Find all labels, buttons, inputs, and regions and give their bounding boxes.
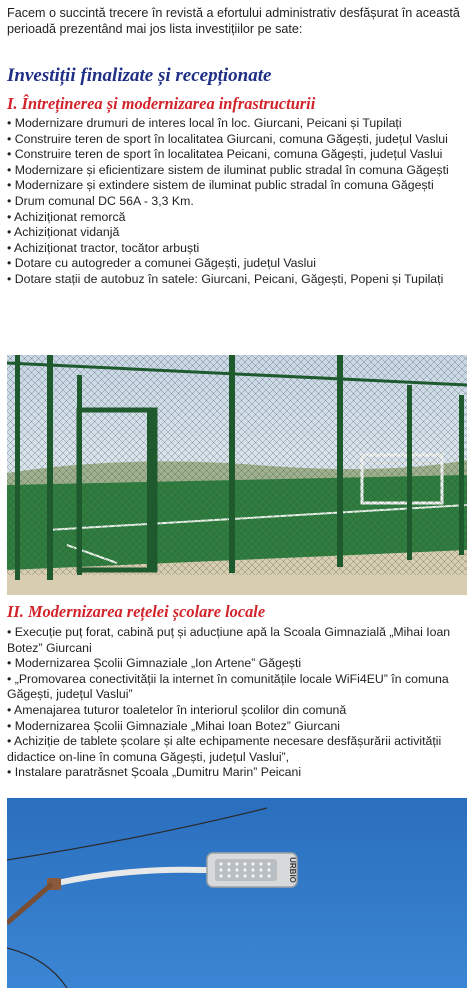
intro-paragraph: Facem o succintă trecere în revistă a efortului administrativ desfășurat în această perioadă prezentând mai jos lista investițiilor pe sate: [7,6,460,36]
infrastructure-list [7,116,469,288]
list-item: • „Promovarea conectivității la internet în comunitățile locale WiFi4EU” în comuna Găgești, județul Vaslui” [7,671,449,702]
list-item: • Achiziționat remorcă [7,209,126,224]
lamp-brand: URBIO [288,857,297,883]
list-item: • Modernizare și eficientizare sistem de iluminat public stradal în comuna Găgești [7,162,449,177]
section-title-infrastructure: I. Întreținerea și modernizarea infrastructurii [7,94,316,113]
list-item: • Modernizare și extindere sistem de iluminat public stradal în comuna Găgești [7,178,434,193]
list-item: • Amenajarea tuturor toaletelor în interiorul școlilor din comună [7,702,347,717]
list-item: • Execuție puț forat, cabină puț și aducțiune apă la Scoala Gimnazială „Mihai Ioan Botez” Giurcani [7,625,451,655]
section-title-schools: II. Modernizarea rețelei școlare locale [7,602,266,621]
list-item: • Modernizarea Școlii Gimnaziale „Ion Artene” Găgești [7,656,302,671]
main-heading: Investiții finalizate și recepționate [7,65,272,86]
list-item: • Construire teren de sport în localitatea Giurcani, comuna Găgești, județul Vaslui [7,131,448,146]
list-item: • Dotare cu autogreder a comunei Găgești, județul Vaslui [7,256,316,271]
list-item: • Achiziție de tablete școlare și alte echipamente necesare desfășurării activității didactice on-line în comuna Găgești, județul Vaslui”, [7,734,442,764]
street-lamp-icon [207,853,297,887]
list-item: • Achiziționat tractor, tocător arbuști [7,240,200,255]
sports-field-photo [7,355,467,595]
list-item: • Modernizarea Școlii Gimnaziale „Mihai Ioan Botez” Giurcani [7,718,341,733]
list-item: • Instalare paratrăsnet Școala „Dumitru Marin” Peicani [7,765,302,780]
list-item: • Construire teren de sport în localitatea Peicani, comuna Găgești, județul Vaslui [7,147,443,162]
street-light-photo [7,798,467,988]
schools-list [7,625,469,781]
list-item: • Drum comunal DC 56A - 3,3 Km. [7,193,194,208]
list-item: • Achiziționat vidanjă [7,225,120,240]
list-item: • Modernizare drumuri de interes local în loc. Giurcani, Peicani și Tupilați [7,116,402,130]
list-item: • Dotare stații de autobuz în satele: Giurcani, Peicani, Găgești, Popeni și Tupilați [7,271,444,286]
